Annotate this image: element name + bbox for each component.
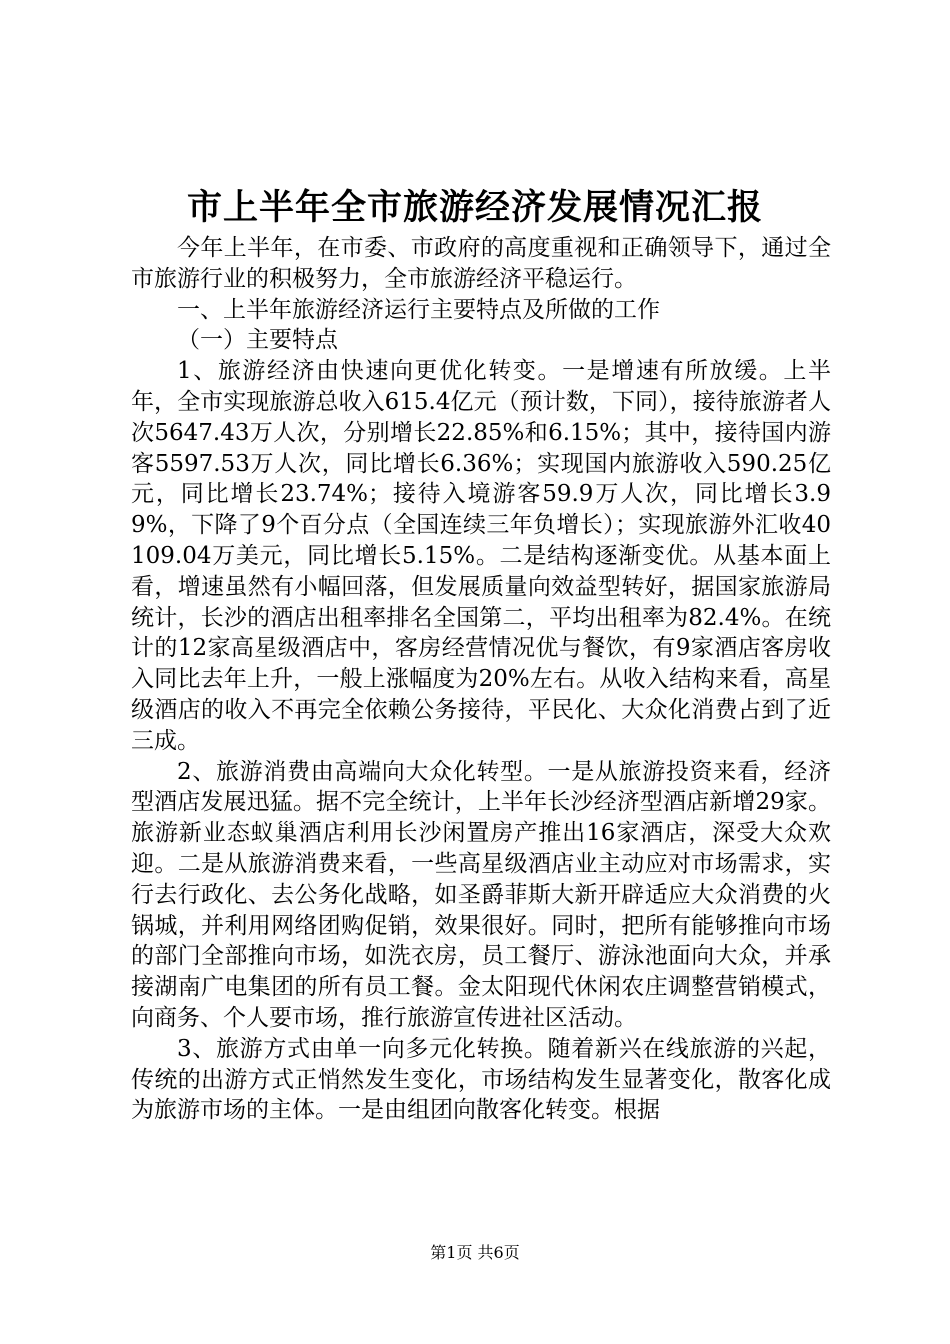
document-body: [131, 233, 831, 1126]
paragraph-intro: 今年上半年，在市委、市政府的高度重视和正确领导下，通过全市旅游行业的积极努力，全市旅游经济平稳运行。: [131, 235, 831, 292]
paragraph-point-1: 1、旅游经济由快速向更优化转变。一是增速有所放缓。上半年，全市实现旅游总收入615.4亿元（预计数，下同），接待旅游者人次5647.43万人次，分别增长22.85%和6.15%；其中，接待国内游客5597.53万人次，同比增长6.36%；实现国内旅游收入590.25亿元，同比增长23.74%；接待入境游客59.9万人次，同比增长3.99%，下降了9个百分点（全国连续三年负增长）；实现旅游外汇收40109.04万美元，同比增长5.15%。二是结构逐渐变优。从基本面上看，增速虽然有小幅回落，但发展质量向效益型转好，据国家旅游局统计，长沙的酒店出租率排名全国第二，平均出租率为82.4%。在统计的12家高星级酒店中，客房经营情况优与餐饮，有9家酒店客房收入同比去年上升，一般上涨幅度为20%左右。从收入结构来看，高星级酒店的收入不再完全依赖公务接待，平民化、大众化消费占到了近三成。: [131, 358, 831, 754]
section-heading: 一、上半年旅游经济运行主要特点及所做的工作: [177, 296, 660, 323]
paragraph-point-3: 3、旅游方式由单一向多元化转换。随着新兴在线旅游的兴起，传统的出游方式正悄然发生变化，市场结构发生显著变化，散客化成为旅游市场的主体。一是由组团向散客化转变。根据: [131, 1035, 831, 1124]
page-number-footer: 第1页 共6页: [430, 1243, 520, 1262]
subsection-heading: （一）主要特点: [177, 327, 338, 354]
document-title: 市上半年全市旅游经济发展情况汇报: [186, 188, 763, 228]
paragraph-point-2: 2、旅游消费由高端向大众化转型。一是从旅游投资来看，经济型酒店发展迅猛。据不完全统计，上半年长沙经济型酒店新增29家。旅游新业态蚁巢酒店利用长沙闲置房产推出16家酒店，深受大众欢迎。二是从旅游消费来看，一些高星级酒店业主动应对市场需求，实行去行政化、去公务化战略，如圣爵菲斯大新开辟适应大众消费的火锅城，并利用网络团购促销，效果很好。同时，把所有能够推向市场的部门全部推向市场，如洗衣房，员工餐厅、游泳池面向大众，并承接湖南广电集团的所有员工餐。金太阳现代休闲农庄调整营销模式，向商务、个人要市场，推行旅游宣传进社区活动。: [131, 758, 831, 1031]
